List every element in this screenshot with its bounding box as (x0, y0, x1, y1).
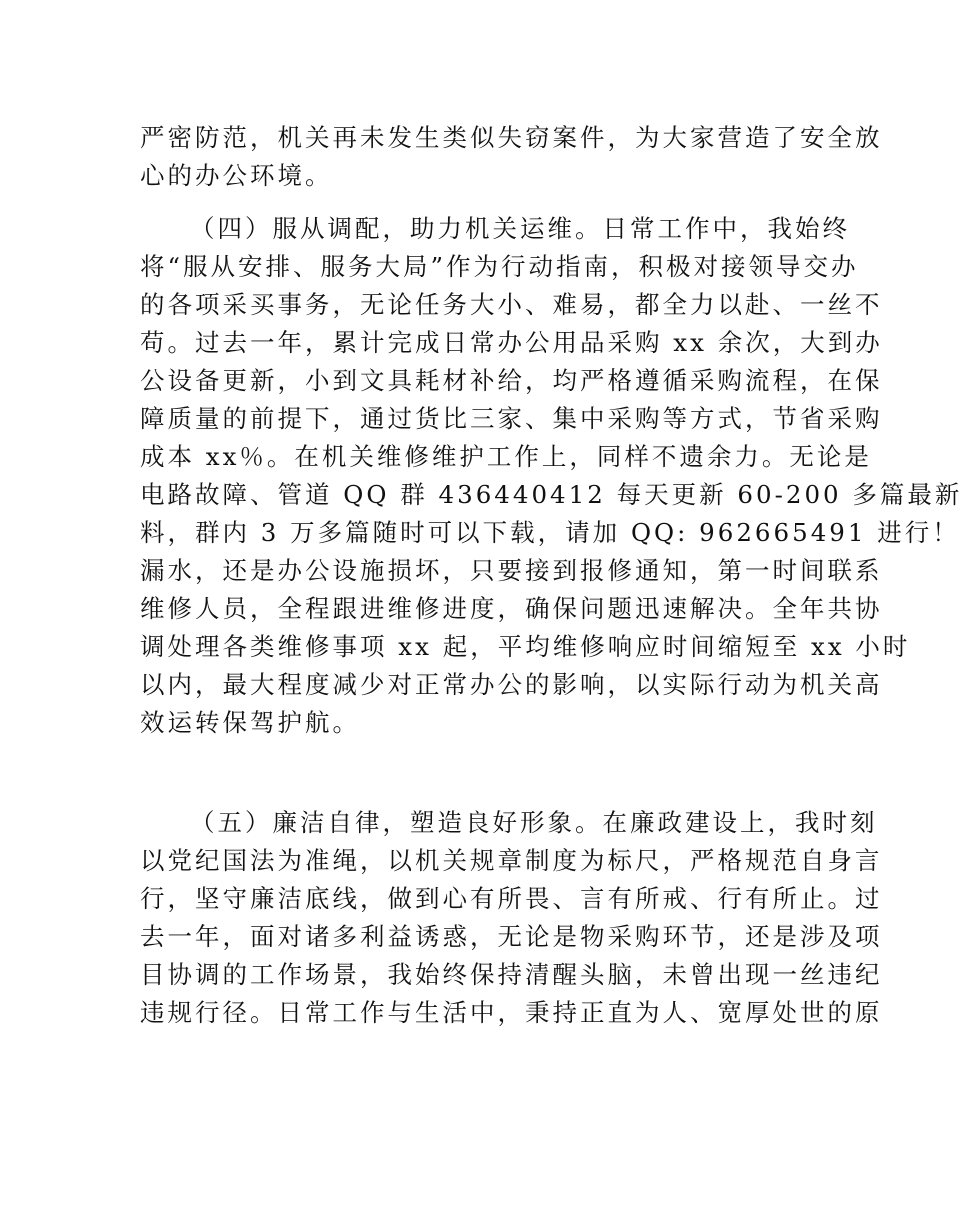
text-line: 将“服从安排、服务大局”作为行动指南，积极对接领导交办 (140, 252, 859, 281)
text-line: 成本 xx％。在机关维修维护工作上，同样不遗余力。无论是 (140, 442, 872, 471)
paragraph-continuation (140, 119, 883, 195)
text-line: 心的办公环境。 (140, 161, 333, 190)
text-line: 苟。过去一年，累计完成日常办公用品采购 xx 余次，大到办 (140, 328, 883, 357)
text-line: 目协调的工作场景，我始终保持清醒头脑，未曾出现一丝违纪 (140, 960, 883, 989)
paragraph-section-four (140, 210, 962, 742)
text-line: 障质量的前提下，通过货比三家、集中采购等方式，节省采购 (140, 404, 883, 433)
text-line: 以内，最大程度减少对正常办公的影响，以实际行动为机关高 (140, 670, 883, 699)
text-line: 行，坚守廉洁底线，做到心有所畏、言有所戒、行有所止。过 (140, 884, 883, 913)
text-line: 效运转保驾护航。 (140, 708, 360, 737)
text-line: 调处理各类维修事项 xx 起，平均维修响应时间缩短至 xx 小时 (140, 632, 911, 661)
text-line: 违规行径。日常工作与生活中，秉持正直为人、宽厚处世的原 (140, 998, 883, 1027)
text-line: 漏水，还是办公设施损坏，只要接到报修通知，第一时间联系 (140, 556, 883, 585)
text-line: 电路故障、管道 QQ 群 436440412 每天更新 60-200 多篇最新 (140, 480, 962, 509)
text-line: （四）服从调配，助力机关运维。日常工作中，我始终 (190, 214, 850, 243)
text-line: 去一年，面对诸多利益诱惑，无论是物采购环节，还是涉及项 (140, 922, 883, 951)
text-line: （五）廉洁自律，塑造良好形象。在廉政建设上，我时刻 (190, 808, 878, 837)
text-line: 严密防范，机关再未发生类似失窃案件，为大家营造了安全放 (140, 123, 883, 152)
text-line: 料，群内 3 万多篇随时可以下载，请加 QQ: 962665491 进行！ (140, 518, 960, 547)
text-line: 的各项采买事务，无论任务大小、难易，都全力以赴、一丝不 (140, 290, 883, 319)
text-line: 公设备更新，小到文具耗材补给，均严格遵循采购流程，在保 (140, 366, 883, 395)
paragraph-section-five (140, 804, 883, 1032)
text-line: 维修人员，全程跟进维修进度，确保问题迅速解决。全年共协 (140, 594, 883, 623)
text-line: 以党纪国法为准绳，以机关规章制度为标尺，严格规范自身言 (140, 846, 883, 875)
